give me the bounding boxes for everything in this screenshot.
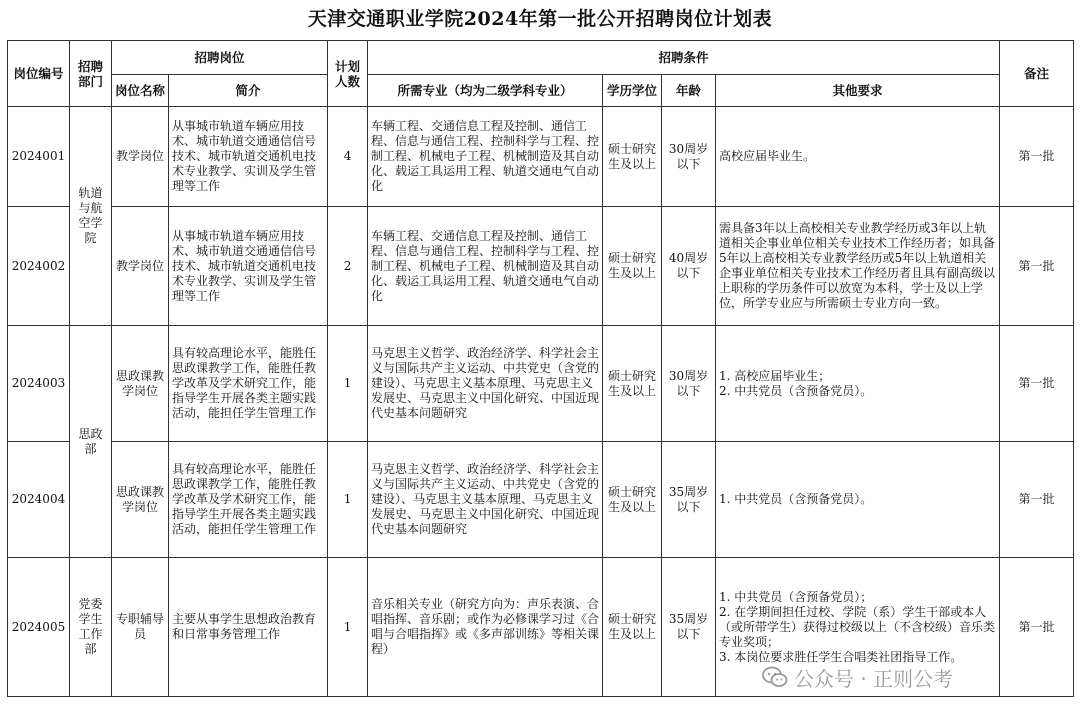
table-row <box>8 326 1074 442</box>
header-planned-count: 计划人数 <box>328 41 368 107</box>
header-recruit-conditions: 招聘条件 <box>368 41 1000 75</box>
header-post-id: 岗位编号 <box>8 41 70 107</box>
other-requirements-cell: 高校应届毕业生。 <box>716 107 1000 207</box>
table-row <box>8 107 1074 207</box>
remark-cell: 第一批 <box>1000 107 1074 207</box>
major-cell: 车辆工程、交通信息工程及控制、通信工程、信息与通信工程、控制科学与工程、控制工程、机械电子工程、机械制造及其自动化、载运工具运用工程、轨道交通电气自动化 <box>368 107 603 207</box>
remark-cell: 第一批 <box>1000 558 1074 697</box>
requirement-line: 3. 本岗位要求胜任学生合唱类社团指导工作。 <box>719 649 963 664</box>
dept-cell: 轨道与航空学院 <box>70 107 112 326</box>
count-cell: 2 <box>328 207 368 326</box>
intro-cell: 具有较高理论水平，能胜任思政课教学工作，能胜任教学改革及学术研究工作，能指导学生开展各类主题实践活动，能担任学生管理工作 <box>169 442 328 558</box>
header-recruit-post: 招聘岗位 <box>112 41 328 75</box>
header-degree: 学历学位 <box>603 75 662 107</box>
post-name-cell: 思政课教学岗位 <box>112 442 169 558</box>
requirement-line: 1. 中共党员（含预备党员）； <box>719 589 873 604</box>
wechat-icon <box>762 666 788 688</box>
post-id-cell: 2024001 <box>8 107 70 207</box>
major-cell: 音乐相关专业（研究方向为：声乐表演、合唱指挥、音乐剧；或作为必修课学习过《合唱与合唱指挥》或《多声部训练》等相关课程） <box>368 558 603 697</box>
table-row <box>8 207 1074 326</box>
page-title: 天津交通职业学院2024年第一批公开招聘岗位计划表 <box>307 8 773 30</box>
post-id-cell: 2024003 <box>8 326 70 442</box>
recruitment-table <box>7 40 1074 697</box>
post-name-cell: 教学岗位 <box>112 107 169 207</box>
post-name-cell: 专职辅导员 <box>112 558 169 697</box>
degree-cell: 硕士研究生及以上 <box>603 558 662 697</box>
count-cell: 4 <box>328 107 368 207</box>
degree-cell: 硕士研究生及以上 <box>603 442 662 558</box>
degree-cell: 硕士研究生及以上 <box>603 207 662 326</box>
watermark <box>762 664 953 690</box>
remark-cell: 第一批 <box>1000 442 1074 558</box>
major-cell: 马克思主义哲学、政治经济学、科学社会主义与国际共产主义运动、中共党史（含党的建设）、马克思主义基本原理、马克思主义发展史、马克思主义中国化研究、中国近现代史基本问题研究 <box>368 442 603 558</box>
age-cell: 35周岁以下 <box>662 558 716 697</box>
intro-cell: 主要从事学生思想政治教育和日常事务管理工作 <box>169 558 328 697</box>
header-post-name: 岗位名称 <box>112 75 169 107</box>
header-other: 其他要求 <box>716 75 1000 107</box>
requirement-line: 2. 在学期间担任过校、学院（系）学生干部或本人（或所带学生）获得过校级以上（不含校级）音乐类专业奖项； <box>719 604 996 649</box>
table-row <box>8 442 1074 558</box>
intro-cell: 具有较高理论水平，能胜任思政课教学工作，能胜任教学改革及学术研究工作，能指导学生开展各类主题实践活动，能担任学生管理工作 <box>169 326 328 442</box>
header-intro: 简介 <box>169 75 328 107</box>
remark-cell: 第一批 <box>1000 326 1074 442</box>
other-requirements-cell: 需具备3年以上高校相关专业教学经历或3年以上轨道相关企事业单位相关专业技术工作经历者；如具备5年以上高校相关专业教学经历或5年以上轨道相关企事业单位相关专业技术工作经历者且具有副高级以上职称的学历条件可以放宽为本科，学士及以上学位，所学专业应与所需硕士专业方向一致。 <box>716 207 1000 326</box>
post-id-cell: 2024004 <box>8 442 70 558</box>
header-remarks: 备注 <box>1000 41 1074 107</box>
degree-cell: 硕士研究生及以上 <box>603 107 662 207</box>
remark-cell: 第一批 <box>1000 207 1074 326</box>
age-cell: 30周岁以下 <box>662 107 716 207</box>
header-age: 年龄 <box>662 75 716 107</box>
intro-cell: 从事城市轨道车辆应用技术、城市轨道交通通信信号技术、城市轨道交通机电技术专业教学、实训及学生管理等工作 <box>169 107 328 207</box>
age-cell: 40周岁以下 <box>662 207 716 326</box>
dept-cell: 党委学生工作部 <box>70 558 112 697</box>
post-name-cell: 思政课教学岗位 <box>112 326 169 442</box>
requirement-line: 2. 中共党员（含预备党员）。 <box>719 383 873 398</box>
count-cell: 1 <box>328 442 368 558</box>
age-cell: 35周岁以下 <box>662 442 716 558</box>
requirement-line: 1. 高校应届毕业生； <box>719 368 831 383</box>
header-major: 所需专业（均为二级学科专业） <box>368 75 603 107</box>
watermark-text: 公众号 · 正则公考 <box>794 666 954 691</box>
major-cell: 车辆工程、交通信息工程及控制、通信工程、信息与通信工程、控制科学与工程、控制工程、机械电子工程、机械制造及其自动化、载运工具运用工程、轨道交通电气自动化 <box>368 207 603 326</box>
dept-cell: 思政部 <box>70 326 112 558</box>
degree-cell: 硕士研究生及以上 <box>603 326 662 442</box>
post-id-cell: 2024005 <box>8 558 70 697</box>
other-requirements-cell <box>716 326 1000 442</box>
major-cell: 马克思主义哲学、政治经济学、科学社会主义与国际共产主义运动、中共党史（含党的建设）、马克思主义基本原理、马克思主义发展史、马克思主义中国化研究、中国近现代史基本问题研究 <box>368 326 603 442</box>
count-cell: 1 <box>328 558 368 697</box>
other-requirements-cell: 1. 中共党员（含预备党员）。 <box>716 442 1000 558</box>
count-cell: 1 <box>328 326 368 442</box>
intro-cell: 从事城市轨道车辆应用技术、城市轨道交通通信信号技术、城市轨道交通机电技术专业教学、实训及学生管理等工作 <box>169 207 328 326</box>
age-cell: 30周岁以下 <box>662 326 716 442</box>
post-name-cell: 教学岗位 <box>112 207 169 326</box>
header-recruit-dept: 招聘部门 <box>70 41 112 107</box>
post-id-cell: 2024002 <box>8 207 70 326</box>
